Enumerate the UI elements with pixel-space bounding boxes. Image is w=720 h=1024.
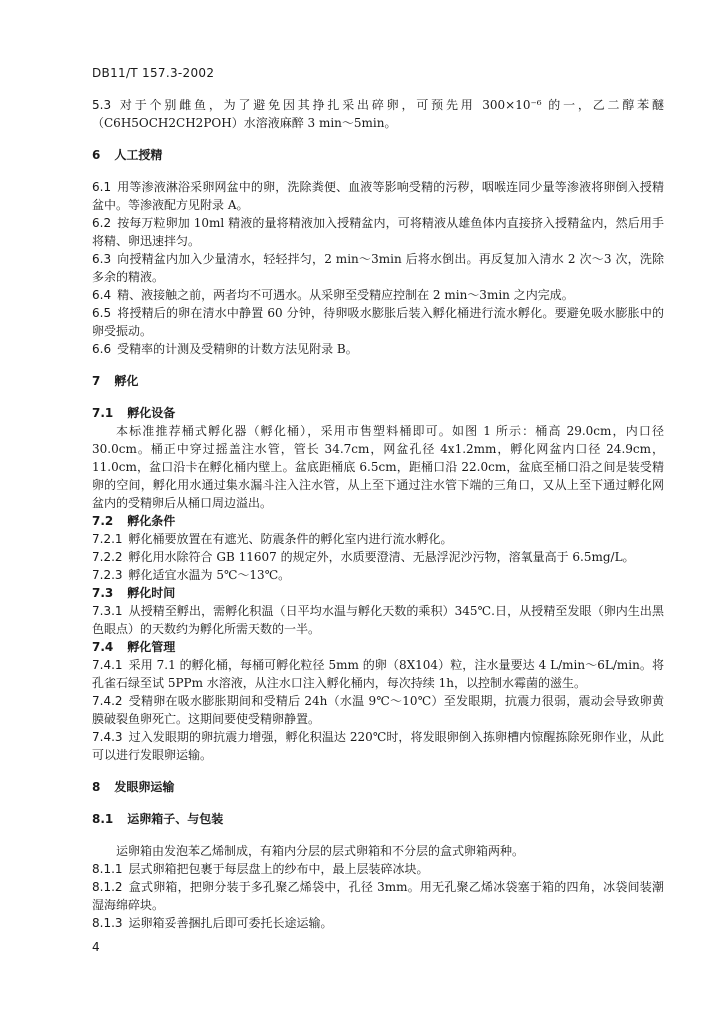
clause-number: 6.5 bbox=[92, 306, 112, 320]
clause-number: 5.3 bbox=[92, 98, 112, 112]
section-title: 孵化条件 bbox=[127, 514, 176, 528]
spacer bbox=[92, 764, 664, 778]
clause-text: 孵化用水除符合 GB 11607 的规定外，水质要澄清、无悬浮泥沙污物，溶氧量高于 6.5mg/L。 bbox=[128, 550, 635, 564]
clause-text: 运卵箱妥善捆扎后即可委托长途运输。 bbox=[128, 916, 333, 930]
section-number: 7.1 bbox=[92, 406, 114, 420]
clause-text: 按每万粒卵加 10ml 精液的量将精液加入授精盆内，可将精液从雄鱼体内直接挤入授精盆内，然后用手将精、卵迅速拌匀。 bbox=[92, 216, 664, 248]
clause-number: 7.3.1 bbox=[92, 604, 123, 618]
clause-number: 8.1.2 bbox=[92, 880, 123, 894]
clause-number: 7.2.2 bbox=[92, 550, 123, 564]
section-number: 7.3 bbox=[92, 586, 114, 600]
section-number: 7 bbox=[92, 374, 101, 388]
clause-paragraph bbox=[92, 728, 664, 764]
clause-text: 向授精盆内加入少量清水，轻轻拌匀，2 min～3min 后将水倒出。再反复加入清水 2 次～3 次，洗除多余的精液。 bbox=[92, 252, 664, 284]
clause-paragraph bbox=[92, 96, 664, 132]
spacer bbox=[92, 390, 664, 404]
section-number: 8 bbox=[92, 780, 101, 794]
section-number: 6 bbox=[92, 148, 101, 162]
section-number: 7.4 bbox=[92, 640, 114, 654]
section-title: 运卵箱子、与包装 bbox=[127, 812, 224, 826]
clause-text: 用等渗液淋浴采卵网盆中的卵，洗除粪便、血液等影响受精的污秽，咽喉连同少量等渗液将卵倒入授精盆中。等渗液配方见附录 A。 bbox=[92, 180, 664, 212]
document-body bbox=[92, 96, 664, 932]
section-heading bbox=[92, 512, 664, 530]
clause-paragraph bbox=[92, 178, 664, 214]
clause-number: 8.1.3 bbox=[92, 916, 123, 930]
section-heading bbox=[92, 638, 664, 656]
clause-paragraph bbox=[92, 530, 664, 548]
clause-text: 从授精至孵出，需孵化积温（日平均水温与孵化天数的乘积）345℃.日，从授精至发眼（卵内生出黑色眼点）的天数约为孵化所需天数的一半。 bbox=[92, 604, 664, 636]
clause-number: 6.1 bbox=[92, 180, 112, 194]
section-heading bbox=[92, 404, 664, 422]
clause-text: 受精率的计测及受精卵的计数方法见附录 B。 bbox=[117, 342, 358, 356]
section-number: 7.2 bbox=[92, 514, 114, 528]
section-heading bbox=[92, 584, 664, 602]
clause-paragraph bbox=[92, 914, 664, 932]
spacer bbox=[92, 358, 664, 372]
clause-text: 孵化桶要放置在有遮光、防震条件的孵化室内进行流水孵化。 bbox=[128, 532, 453, 546]
clause-number: 6.6 bbox=[92, 342, 112, 356]
clause-text: 精、液接触之前，两者均不可遇水。从采卵至受精应控制在 2 min～3min 之内完成。 bbox=[117, 288, 574, 302]
clause-paragraph bbox=[92, 214, 664, 250]
section-title: 孵化设备 bbox=[127, 406, 176, 420]
clause-paragraph bbox=[92, 548, 664, 566]
body-paragraph: 本标准推荐桶式孵化器（孵化桶），采用市售塑料桶即可。如图 1 所示：桶高 29.0cm，内口径 30.0cm。桶正中穿过摇盖注水管，管长 34.7cm，网盆孔径 4x1.2mm，孵化网盆内口径 24.9cm，11.0cm，盆口沿卡在孵化桶内壁上。盆底距桶底 6.5cm，距桶口沿 22.0cm，盆底至桶口沿之间是装受精卵的空间，孵化用水通过集水漏斗注入注水管，从上至下通过注水管下端的三角口，又从上至下通过孵化网盆内的受精卵后从桶口周边溢出。 bbox=[92, 424, 664, 510]
clause-paragraph bbox=[92, 340, 664, 358]
clause-paragraph bbox=[92, 566, 664, 584]
clause-paragraph bbox=[92, 286, 664, 304]
section-heading bbox=[92, 810, 664, 828]
page-number: 4 bbox=[92, 940, 100, 954]
clause-paragraph bbox=[92, 878, 664, 914]
spacer bbox=[92, 796, 664, 810]
clause-paragraph bbox=[92, 656, 664, 692]
clause-number: 8.1.1 bbox=[92, 862, 123, 876]
clause-number: 6.2 bbox=[92, 216, 112, 230]
clause-text: 过入发眼期的卵抗震力增强，孵化积温达 220℃时，将发眼卵倒入拣卵槽内惊醒拣除死卵作业，从此可以进行发眼卵运输。 bbox=[92, 730, 664, 762]
document-code: DB11/T 157.3-2002 bbox=[92, 66, 215, 80]
clause-paragraph bbox=[92, 860, 664, 878]
clause-number: 7.2.3 bbox=[92, 568, 123, 582]
clause-paragraph bbox=[92, 304, 664, 340]
section-title: 发眼卵运输 bbox=[114, 780, 175, 794]
clause-paragraph bbox=[92, 692, 664, 728]
clause-number: 6.4 bbox=[92, 288, 112, 302]
clause-text: 受精卵在吸水膨胀期间和受精后 24h（水温 9℃～10℃）至发眼期，抗震力很弱，震动会导致卵黄膜破裂鱼卵死亡。这期间要使受精卵静置。 bbox=[92, 694, 664, 726]
clause-text: 采用 7.1 的孵化桶，每桶可孵化粒径 5mm 的卵（8X104）粒，注水量要达 4 L/min～6L/min。将孔雀石绿至试 5PPm 水溶液，从注水口注入孵化桶内，每次持续 1h，以控制水霉菌的滋生。 bbox=[92, 658, 664, 690]
section-title: 人工授精 bbox=[114, 148, 163, 162]
clause-text: 对于个别雌鱼，为了避免因其挣扎采出碎卵，可预先用 300×10⁻⁶ 的一，乙二醇苯醚（C6H5OCH2CH2POH）水溶液麻醉 3 min～5min。 bbox=[92, 98, 664, 130]
body-paragraph: 运卵箱由发泡苯乙烯制成，有箱内分层的层式卵箱和不分层的盒式卵箱两种。 bbox=[116, 844, 525, 858]
clause-paragraph bbox=[92, 250, 664, 286]
clause-paragraph bbox=[92, 602, 664, 638]
section-title: 孵化 bbox=[114, 374, 139, 388]
spacer bbox=[92, 132, 664, 146]
section-heading bbox=[92, 372, 664, 390]
clause-number: 7.2.1 bbox=[92, 532, 123, 546]
section-title: 孵化管理 bbox=[127, 640, 176, 654]
clause-text: 孵化适宜水温为 5℃～13℃。 bbox=[128, 568, 291, 582]
spacer bbox=[92, 164, 664, 178]
clause-text: 层式卵箱把包裹于每层盘上的纱布中，最上层装碎冰块。 bbox=[128, 862, 429, 876]
clause-number: 7.4.3 bbox=[92, 730, 123, 744]
clause-text: 盒式卵箱，把卵分装于多孔聚乙烯袋中，孔径 3mm。用无孔聚乙烯冰袋塞于箱的四角，冰袋间装潮湿海绵碎块。 bbox=[92, 880, 664, 912]
clause-text: 将授精后的卵在清水中静置 60 分钟，待卵吸水膨胀后装入孵化桶进行流水孵化。要避免吸水膨胀中的卵受振动。 bbox=[92, 306, 664, 338]
section-heading bbox=[92, 146, 664, 164]
clause-number: 6.3 bbox=[92, 252, 112, 266]
section-number: 8.1 bbox=[92, 812, 114, 826]
clause-number: 7.4.2 bbox=[92, 694, 123, 708]
spacer bbox=[92, 828, 664, 842]
clause-number: 7.4.1 bbox=[92, 658, 123, 672]
section-title: 孵化时间 bbox=[127, 586, 176, 600]
section-heading bbox=[92, 778, 664, 796]
